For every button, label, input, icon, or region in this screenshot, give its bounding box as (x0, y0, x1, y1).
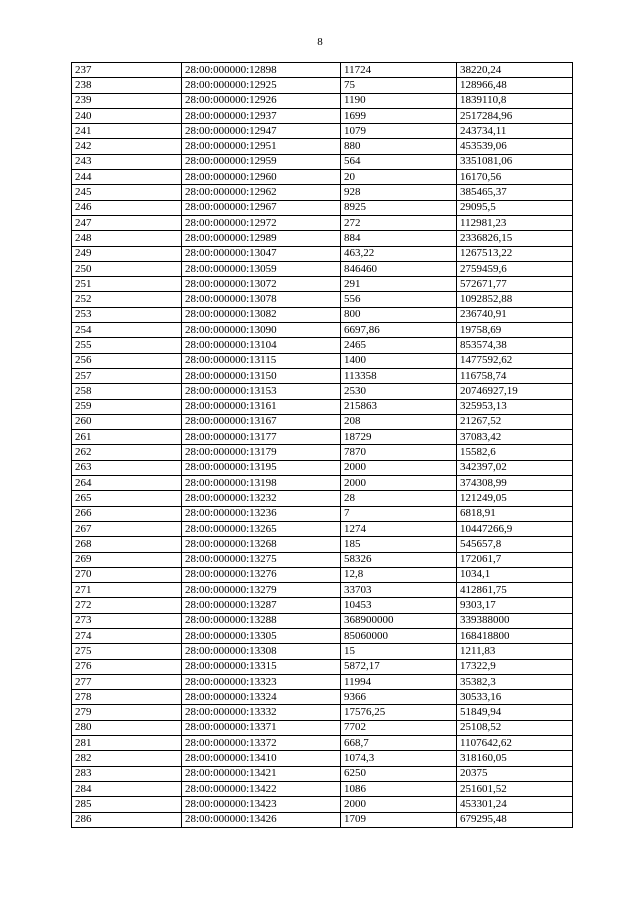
value-cell: 2336826,15 (457, 231, 573, 246)
value-cell: 51849,94 (457, 705, 573, 720)
row-number-cell: 278 (72, 690, 182, 705)
row-number-cell: 277 (72, 674, 182, 689)
table-row (72, 674, 573, 689)
table-row (72, 246, 573, 261)
cadastral-number-cell: 28:00:000000:13161 (182, 399, 341, 414)
table-row (72, 338, 573, 353)
cadastral-number-cell: 28:00:000000:13104 (182, 338, 341, 353)
value-cell: 853574,38 (457, 338, 573, 353)
cadastral-number-cell: 28:00:000000:13371 (182, 720, 341, 735)
row-number-cell: 260 (72, 414, 182, 429)
row-number-cell: 244 (72, 170, 182, 185)
row-number-cell: 264 (72, 476, 182, 491)
cadastral-number-cell: 28:00:000000:13059 (182, 261, 341, 276)
cadastral-number-cell: 28:00:000000:12959 (182, 154, 341, 169)
row-number-cell: 266 (72, 506, 182, 521)
area-cell: 11724 (341, 63, 457, 78)
value-cell: 572671,77 (457, 277, 573, 292)
value-cell: 25108,52 (457, 720, 573, 735)
area-cell: 7870 (341, 445, 457, 460)
value-cell: 453301,24 (457, 797, 573, 812)
area-cell: 463,22 (341, 246, 457, 261)
row-number-cell: 261 (72, 430, 182, 445)
row-number-cell: 286 (72, 812, 182, 827)
cadastral-number-cell: 28:00:000000:13315 (182, 659, 341, 674)
cadastral-number-cell: 28:00:000000:13072 (182, 277, 341, 292)
table-row (72, 613, 573, 628)
cadastral-number-cell: 28:00:000000:13323 (182, 674, 341, 689)
row-number-cell: 279 (72, 705, 182, 720)
table-row (72, 583, 573, 598)
row-number-cell: 273 (72, 613, 182, 628)
value-cell: 112981,23 (457, 215, 573, 230)
value-cell: 19758,69 (457, 323, 573, 338)
table-row (72, 139, 573, 154)
row-number-cell: 259 (72, 399, 182, 414)
row-number-cell: 270 (72, 567, 182, 582)
area-cell: 28 (341, 491, 457, 506)
cadastral-number-cell: 28:00:000000:13167 (182, 414, 341, 429)
area-cell: 9366 (341, 690, 457, 705)
area-cell: 556 (341, 292, 457, 307)
table-row (72, 323, 573, 338)
cadastral-number-cell: 28:00:000000:12898 (182, 63, 341, 78)
area-cell: 75 (341, 78, 457, 93)
table-row (72, 200, 573, 215)
row-number-cell: 262 (72, 445, 182, 460)
table-row (72, 78, 573, 93)
area-cell: 928 (341, 185, 457, 200)
table-row (72, 598, 573, 613)
area-cell: 1400 (341, 353, 457, 368)
cadastral-number-cell: 28:00:000000:13047 (182, 246, 341, 261)
cadastral-number-cell: 28:00:000000:13308 (182, 644, 341, 659)
area-cell: 185 (341, 537, 457, 552)
table-row (72, 567, 573, 582)
area-cell: 884 (341, 231, 457, 246)
cadastral-number-cell: 28:00:000000:13090 (182, 323, 341, 338)
area-cell: 17576,25 (341, 705, 457, 720)
table-row (72, 797, 573, 812)
cadastral-number-cell: 28:00:000000:13232 (182, 491, 341, 506)
cadastral-number-cell: 28:00:000000:12925 (182, 78, 341, 93)
table-row (72, 368, 573, 383)
table-row (72, 521, 573, 536)
cadastral-number-cell: 28:00:000000:13150 (182, 368, 341, 383)
table-row (72, 736, 573, 751)
table-row (72, 185, 573, 200)
cadastral-number-cell: 28:00:000000:13287 (182, 598, 341, 613)
row-number-cell: 245 (72, 185, 182, 200)
value-cell: 37083,42 (457, 430, 573, 445)
row-number-cell: 239 (72, 93, 182, 108)
table-row (72, 170, 573, 185)
table-row (72, 766, 573, 781)
cadastral-number-cell: 28:00:000000:13332 (182, 705, 341, 720)
table-row (72, 215, 573, 230)
row-number-cell: 267 (72, 521, 182, 536)
table-row (72, 781, 573, 796)
cadastral-number-cell: 28:00:000000:13268 (182, 537, 341, 552)
cadastral-number-cell: 28:00:000000:12989 (182, 231, 341, 246)
table-row (72, 491, 573, 506)
area-cell: 1274 (341, 521, 457, 536)
area-cell: 20 (341, 170, 457, 185)
area-cell: 1086 (341, 781, 457, 796)
cadastral-number-cell: 28:00:000000:13324 (182, 690, 341, 705)
table-row (72, 307, 573, 322)
area-cell: 1190 (341, 93, 457, 108)
area-cell: 7702 (341, 720, 457, 735)
cadastral-number-cell: 28:00:000000:13177 (182, 430, 341, 445)
value-cell: 128966,48 (457, 78, 573, 93)
row-number-cell: 284 (72, 781, 182, 796)
row-number-cell: 249 (72, 246, 182, 261)
table-row (72, 63, 573, 78)
cadastral-number-cell: 28:00:000000:13115 (182, 353, 341, 368)
area-cell: 1699 (341, 108, 457, 123)
table-body (72, 63, 573, 828)
row-number-cell: 250 (72, 261, 182, 276)
cadastral-number-cell: 28:00:000000:12972 (182, 215, 341, 230)
row-number-cell: 247 (72, 215, 182, 230)
table-row (72, 628, 573, 643)
cadastral-number-cell: 28:00:000000:13082 (182, 307, 341, 322)
row-number-cell: 256 (72, 353, 182, 368)
value-cell: 318160,05 (457, 751, 573, 766)
cadastral-number-cell: 28:00:000000:12967 (182, 200, 341, 215)
cadastral-number-cell: 28:00:000000:13153 (182, 384, 341, 399)
row-number-cell: 265 (72, 491, 182, 506)
area-cell: 564 (341, 154, 457, 169)
cadastral-number-cell: 28:00:000000:12951 (182, 139, 341, 154)
area-cell: 1074,3 (341, 751, 457, 766)
value-cell: 15582,6 (457, 445, 573, 460)
area-cell: 15 (341, 644, 457, 659)
table-row (72, 751, 573, 766)
area-cell: 1709 (341, 812, 457, 827)
table-row (72, 154, 573, 169)
value-cell: 30533,16 (457, 690, 573, 705)
table-row (72, 124, 573, 139)
value-cell: 10447266,9 (457, 521, 573, 536)
area-cell: 368900000 (341, 613, 457, 628)
value-cell: 1267513,22 (457, 246, 573, 261)
value-cell: 17322,9 (457, 659, 573, 674)
value-cell: 20375 (457, 766, 573, 781)
value-cell: 545657,8 (457, 537, 573, 552)
table-row (72, 552, 573, 567)
area-cell: 10453 (341, 598, 457, 613)
area-cell: 1079 (341, 124, 457, 139)
row-number-cell: 252 (72, 292, 182, 307)
row-number-cell: 268 (72, 537, 182, 552)
value-cell: 16170,56 (457, 170, 573, 185)
value-cell: 2759459,6 (457, 261, 573, 276)
table-row (72, 445, 573, 460)
value-cell: 374308,99 (457, 476, 573, 491)
row-number-cell: 276 (72, 659, 182, 674)
table-row (72, 720, 573, 735)
table-row (72, 537, 573, 552)
value-cell: 168418800 (457, 628, 573, 643)
value-cell: 325953,13 (457, 399, 573, 414)
value-cell: 243734,11 (457, 124, 573, 139)
area-cell: 11994 (341, 674, 457, 689)
row-number-cell: 263 (72, 460, 182, 475)
value-cell: 412861,75 (457, 583, 573, 598)
area-cell: 8925 (341, 200, 457, 215)
cadastral-number-cell: 28:00:000000:13372 (182, 736, 341, 751)
row-number-cell: 272 (72, 598, 182, 613)
row-number-cell: 257 (72, 368, 182, 383)
row-number-cell: 281 (72, 736, 182, 751)
area-cell: 12,8 (341, 567, 457, 582)
table-row (72, 414, 573, 429)
area-cell: 6250 (341, 766, 457, 781)
table-row (72, 430, 573, 445)
row-number-cell: 248 (72, 231, 182, 246)
value-cell: 236740,91 (457, 307, 573, 322)
area-cell: 2465 (341, 338, 457, 353)
row-number-cell: 255 (72, 338, 182, 353)
row-number-cell: 275 (72, 644, 182, 659)
cadastral-number-cell: 28:00:000000:13078 (182, 292, 341, 307)
area-cell: 85060000 (341, 628, 457, 643)
table-row (72, 659, 573, 674)
cadastral-number-cell: 28:00:000000:12926 (182, 93, 341, 108)
value-cell: 121249,05 (457, 491, 573, 506)
table-row (72, 384, 573, 399)
cadastral-number-cell: 28:00:000000:12947 (182, 124, 341, 139)
value-cell: 1839110,8 (457, 93, 573, 108)
value-cell: 2517284,96 (457, 108, 573, 123)
area-cell: 2000 (341, 476, 457, 491)
area-cell: 18729 (341, 430, 457, 445)
cadastral-number-cell: 28:00:000000:13423 (182, 797, 341, 812)
value-cell: 342397,02 (457, 460, 573, 475)
row-number-cell: 241 (72, 124, 182, 139)
cadastral-number-cell: 28:00:000000:13198 (182, 476, 341, 491)
value-cell: 116758,74 (457, 368, 573, 383)
cadastral-number-cell: 28:00:000000:13426 (182, 812, 341, 827)
row-number-cell: 238 (72, 78, 182, 93)
area-cell: 6697,86 (341, 323, 457, 338)
row-number-cell: 271 (72, 583, 182, 598)
row-number-cell: 254 (72, 323, 182, 338)
cadastral-number-cell: 28:00:000000:13410 (182, 751, 341, 766)
value-cell: 1477592,62 (457, 353, 573, 368)
table-row (72, 353, 573, 368)
cadastral-number-cell: 28:00:000000:13275 (182, 552, 341, 567)
cadastral-number-cell: 28:00:000000:13305 (182, 628, 341, 643)
value-cell: 9303,17 (457, 598, 573, 613)
row-number-cell: 280 (72, 720, 182, 735)
area-cell: 846460 (341, 261, 457, 276)
area-cell: 7 (341, 506, 457, 521)
table-row (72, 690, 573, 705)
row-number-cell: 251 (72, 277, 182, 292)
cadastral-number-cell: 28:00:000000:12937 (182, 108, 341, 123)
row-number-cell: 282 (72, 751, 182, 766)
table-row (72, 460, 573, 475)
table-row (72, 399, 573, 414)
value-cell: 385465,37 (457, 185, 573, 200)
area-cell: 2000 (341, 460, 457, 475)
area-cell: 215863 (341, 399, 457, 414)
table-row (72, 705, 573, 720)
table-row (72, 644, 573, 659)
area-cell: 880 (341, 139, 457, 154)
area-cell: 33703 (341, 583, 457, 598)
value-cell: 251601,52 (457, 781, 573, 796)
cadastral-table (71, 62, 573, 828)
area-cell: 58326 (341, 552, 457, 567)
cadastral-number-cell: 28:00:000000:13276 (182, 567, 341, 582)
area-cell: 272 (341, 215, 457, 230)
row-number-cell: 253 (72, 307, 182, 322)
table-row (72, 292, 573, 307)
area-cell: 208 (341, 414, 457, 429)
page-number: 8 (317, 36, 323, 48)
row-number-cell: 242 (72, 139, 182, 154)
row-number-cell: 258 (72, 384, 182, 399)
area-cell: 291 (341, 277, 457, 292)
value-cell: 38220,24 (457, 63, 573, 78)
value-cell: 29095,5 (457, 200, 573, 215)
area-cell: 5872,17 (341, 659, 457, 674)
row-number-cell: 243 (72, 154, 182, 169)
area-cell: 113358 (341, 368, 457, 383)
cadastral-number-cell: 28:00:000000:12962 (182, 185, 341, 200)
table-row (72, 812, 573, 827)
cadastral-number-cell: 28:00:000000:13236 (182, 506, 341, 521)
table-row (72, 476, 573, 491)
cadastral-number-cell: 28:00:000000:13288 (182, 613, 341, 628)
row-number-cell: 274 (72, 628, 182, 643)
table-row (72, 506, 573, 521)
value-cell: 1034,1 (457, 567, 573, 582)
value-cell: 339388000 (457, 613, 573, 628)
row-number-cell: 246 (72, 200, 182, 215)
area-cell: 668,7 (341, 736, 457, 751)
area-cell: 2530 (341, 384, 457, 399)
cadastral-number-cell: 28:00:000000:13265 (182, 521, 341, 536)
table-row (72, 277, 573, 292)
value-cell: 679295,48 (457, 812, 573, 827)
row-number-cell: 269 (72, 552, 182, 567)
table-row (72, 108, 573, 123)
value-cell: 1107642,62 (457, 736, 573, 751)
cadastral-number-cell: 28:00:000000:13195 (182, 460, 341, 475)
row-number-cell: 283 (72, 766, 182, 781)
row-number-cell: 285 (72, 797, 182, 812)
cadastral-number-cell: 28:00:000000:13179 (182, 445, 341, 460)
value-cell: 6818,91 (457, 506, 573, 521)
area-cell: 800 (341, 307, 457, 322)
row-number-cell: 240 (72, 108, 182, 123)
cadastral-number-cell: 28:00:000000:12960 (182, 170, 341, 185)
value-cell: 3351081,06 (457, 154, 573, 169)
value-cell: 172061,7 (457, 552, 573, 567)
value-cell: 1211,83 (457, 644, 573, 659)
value-cell: 453539,06 (457, 139, 573, 154)
cadastral-number-cell: 28:00:000000:13421 (182, 766, 341, 781)
value-cell: 21267,52 (457, 414, 573, 429)
value-cell: 35382,3 (457, 674, 573, 689)
cadastral-number-cell: 28:00:000000:13279 (182, 583, 341, 598)
value-cell: 20746927,19 (457, 384, 573, 399)
area-cell: 2000 (341, 797, 457, 812)
cadastral-number-cell: 28:00:000000:13422 (182, 781, 341, 796)
value-cell: 1092852,88 (457, 292, 573, 307)
table-row (72, 93, 573, 108)
table-row (72, 231, 573, 246)
row-number-cell: 237 (72, 63, 182, 78)
table-row (72, 261, 573, 276)
